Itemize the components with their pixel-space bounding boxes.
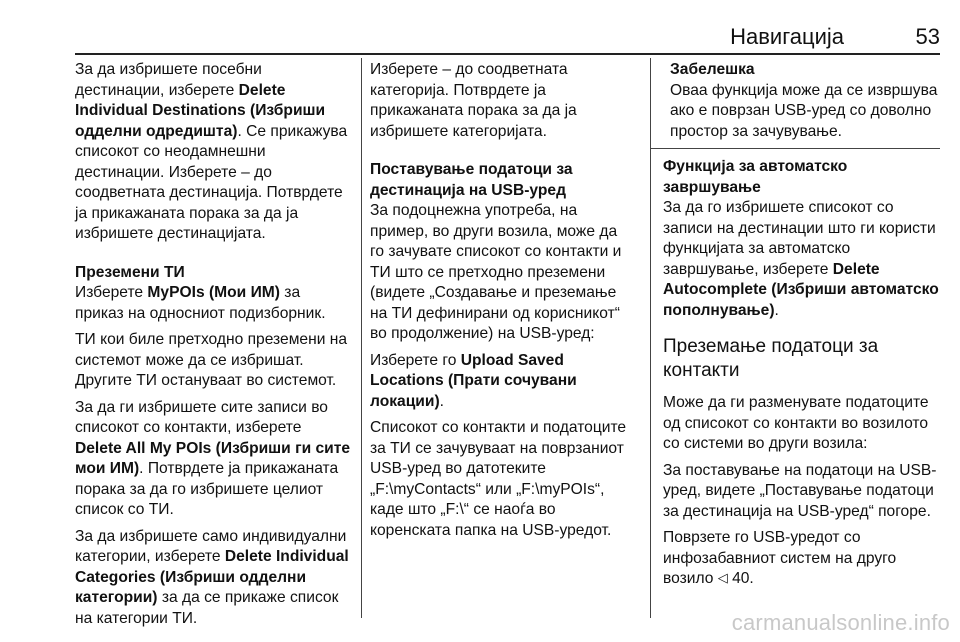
column-middle <box>370 60 633 642</box>
page-reference[interactable]: 40. <box>727 570 754 587</box>
page-header <box>75 0 940 55</box>
paragraph: За да го избришете списокот со записи на дестинации што ги користи функцијата за автоматско завршување, изберете Delete Autocomplete (Избриши автоматско пополнување). <box>663 199 939 319</box>
menu-option: Delete Individual Categories (Избриши одделни категории) <box>75 548 349 606</box>
menu-option: Delete Autocomplete (Избриши автоматско пополнување) <box>663 260 939 319</box>
note-box <box>663 60 940 142</box>
page-number: 53 <box>915 24 940 49</box>
note-divider <box>650 148 940 149</box>
note-text: Оваа функција може да се извршува ако е поврзан USB-уред со доволно простор за зачувување. <box>670 81 938 140</box>
watermark: carmanualsonline.info <box>731 610 950 635</box>
page-title: Навигација <box>730 24 844 49</box>
paragraph: За поставување на податоци на USB-уред, видете „Поставување податоци за дестинација на USB-уред“ погоре. <box>663 461 937 520</box>
menu-option: MyPOIs (Мои ИМ) <box>147 284 280 301</box>
section-heading: Поставување податоци за дестинација на USB-уред <box>370 161 573 199</box>
column-right <box>663 60 940 642</box>
column-divider <box>650 58 651 618</box>
section-heading-large: Преземање податоци за контакти <box>663 336 879 381</box>
paragraph: Може да ги разменувате податоците од списокот со контакти во возилото со системи во други возила: <box>663 394 929 452</box>
paragraph: Изберете MyPOIs (Мои ИМ) за приказ на односниот подизборник. <box>75 284 326 322</box>
menu-option: Delete All My POIs (Избриши ги сите мои ИМ) <box>75 439 351 477</box>
column-divider <box>361 58 362 618</box>
column-left <box>75 60 352 642</box>
page-reference-arrow-icon: ◁ <box>717 570 728 585</box>
paragraph: Изберете го Upload Saved Locations (Прати сочувани локации). <box>370 351 577 410</box>
section-heading: Функција за автоматско завршување <box>663 158 848 196</box>
paragraph: Списокот со контакти и податоците за ТИ се зачувуваат на поврзаниот USB-уред во датотеките „F:\myContacts“ или „F:\myPOIs“, каде што „F:\“ се наоѓа во коренската папка на USB-уредот. <box>370 419 627 539</box>
paragraph: За да ги избришете сите записи во списокот со контакти, изберете Delete All My POIs (Избриши ги сите мои ИМ). Потврдете ја прикажаната порака за да го избришете целиот список со ТИ. <box>75 398 351 518</box>
paragraph: ТИ кои биле претходно преземени на системот може да се избришат. Другите ТИ остануваат во системот. <box>75 331 348 389</box>
menu-option: Delete Individual Destinations (Избриши одделни одредишта) <box>75 81 326 140</box>
paragraph: За да избришете посебни дестинации, изберете Delete Individual Destinations (Избриши одделни одредишта). Се прикажува списокот со неодамнешни дестинации. Изберете – до соодветната дестинација. Потврдете ја прикажаната порака за да ја избришете дестинацијата. <box>75 61 348 242</box>
paragraph: За подоцнежна употреба, на пример, во други возила, може да го зачувате списокот со контакти и ТИ што се претходно преземени (видете „Создавање и преземање на ТИ дефинирани од корисникот“ во продолжение) на USB-уред: <box>370 202 622 342</box>
section-heading: Преземени ТИ <box>75 263 185 281</box>
paragraph: Изберете – до соодветната категорија. Потврдете ја прикажаната порака за да ја избришете категоријата. <box>370 61 577 140</box>
note-title: Забелешка <box>670 61 755 78</box>
paragraph: За да избришете само индивидуални категории, изберете Delete Individual Categories (Избриши одделни категории) за да се прикаже список на категории ТИ. <box>75 527 349 627</box>
menu-option: Upload Saved Locations (Прати сочувани локации) <box>370 351 577 410</box>
paragraph: Поврзете го USB-уредот со инфозабавниот систем на друго возило ◁ 40. <box>663 529 897 587</box>
